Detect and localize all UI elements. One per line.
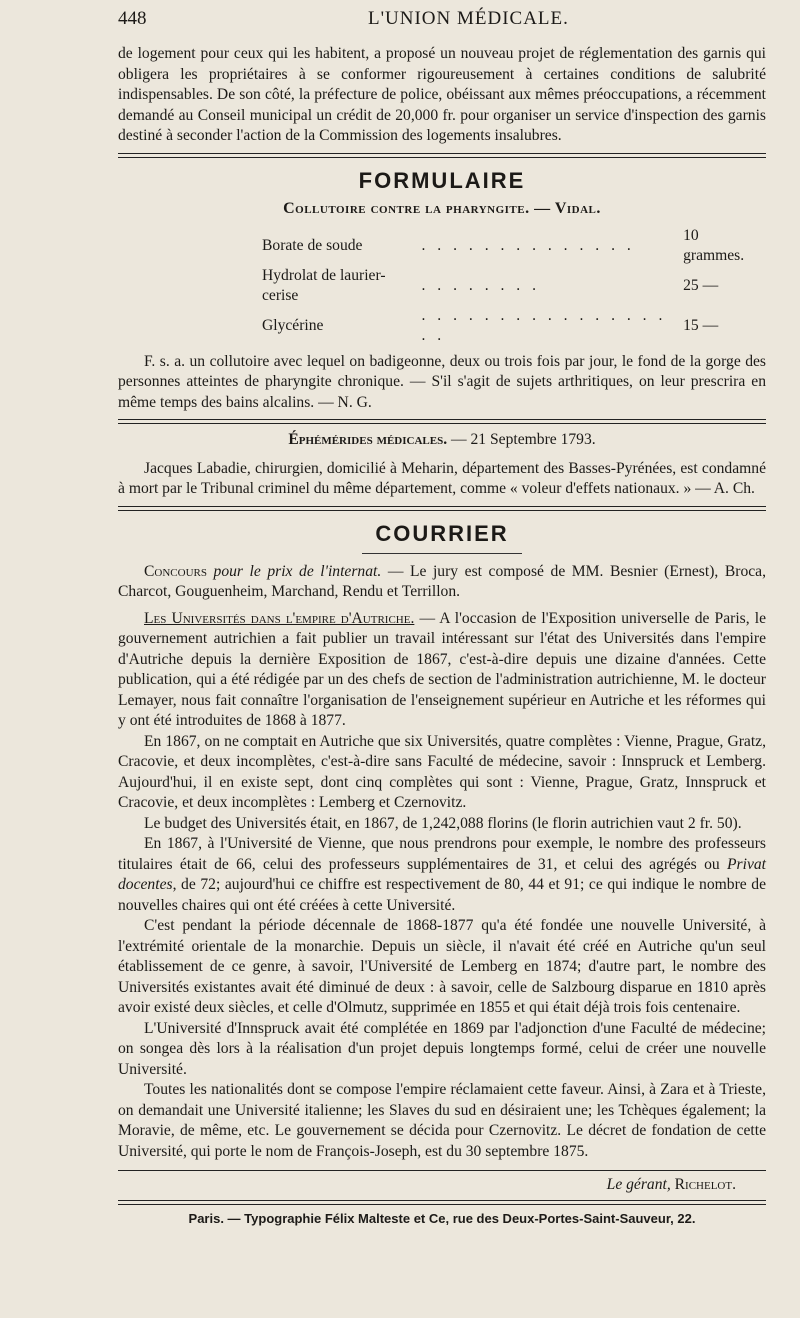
- ingredient-row: [258, 266, 766, 306]
- printer-imprint: Paris. — Typographie Félix Malteste et Ce, rue des Deux-Portes-Saint-Sauveur, 22.: [188, 1211, 696, 1226]
- ephemerides-date: — 21 Septembre 1793.: [447, 431, 596, 448]
- section-divider: [118, 419, 766, 424]
- universites-lead: Les Universités dans l'empire d'Autriche.: [144, 609, 415, 627]
- courrier-paragraph-5: L'Université d'Innspruck avait été complétée en 1869 par l'adjonction d'une Faculté de médecine; on songea dès lors à la réalisation d'un projet depuis longtemps formé, celui de créer une nouvelle Université.: [118, 1019, 766, 1078]
- ingredient-qty: 10 grammes.: [683, 226, 745, 264]
- ephemerides-section: [118, 430, 766, 500]
- ingredient-row: [258, 306, 766, 346]
- title-underline: [362, 553, 522, 554]
- courrier-paragraph-2: Le budget des Universités était, en 1867, de 1,242,088 florins (le florin autrichien vaut 2 fr. 50).: [144, 814, 742, 832]
- ingredient-dots: . . . . . . . . . . . . . . . . . .: [421, 306, 667, 344]
- page-header: [118, 8, 740, 36]
- formulaire-subtitle: Collutoire contre la pharyngite. — Vidal.: [283, 199, 601, 217]
- ingredient-name: Hydrolat de laurier-cerise: [262, 266, 386, 304]
- ingredient-list: [258, 226, 766, 346]
- gerant-signature: [118, 1176, 736, 1194]
- journal-title: L'UNION MÉDICALE.: [368, 8, 569, 29]
- page-number: 448: [118, 8, 147, 29]
- formulaire-instructions: F. s. a. un collutoire avec lequel on badigeonne, deux ou trois fois par jour, le fond de la gorge des personnes atteintes de pharyngite chronique. — S'il s'agit de sujets arthritiques, on leur prescrira en même temps des bains alcalins. — N. G.: [118, 352, 766, 411]
- ingredient-qty: 15 —: [683, 316, 719, 334]
- gerant-label: Le gérant,: [606, 1176, 671, 1193]
- formulaire-title: FORMULAIRE: [358, 167, 526, 193]
- ingredient-name: Borate de soude: [262, 236, 363, 254]
- ingredient-dots: . . . . . . . .: [421, 276, 540, 294]
- footer-divider: [118, 1200, 766, 1205]
- gerant-name: Richelot.: [670, 1176, 736, 1193]
- courrier-paragraph-3: [118, 834, 766, 916]
- p3-part-b: , de 72; aujourd'hui ce chiffre est respectivement de 80, 44 et 91; ce qui indique le nombre de nouvelles chaires qui ont été créées à cette Université.: [118, 876, 766, 914]
- courrier-paragraph-1: En 1867, on ne comptait en Autriche que six Universités, quatre complètes : Vienne, Prague, Gratz, Cracovie, et deux incomplètes, c'est-à-dire sans Faculté de médecine, savoir : Innspruck et Lemberg. Aujourd'hui, il en existe sept, dont cinq complètes qui sont : Vienne, Prague, Gratz, Innspruck et Cracovie, et deux incomplètes : Lemberg et Czernovitz.: [118, 732, 766, 811]
- ephemerides-text: Jacques Labadie, chirurgien, domicilié à Meharin, département des Basses-Pyrénées, est condamné à mort par le Tribunal criminel du même département, comme « voleur d'effets nationaux. » — A. Ch.: [118, 459, 766, 497]
- concours-italic: pour le prix de l'internat.: [206, 562, 382, 580]
- courrier-paragraph-6: Toutes les nationalités dont se compose l'empire réclamaient cette faveur. Ainsi, à Zara et à Trieste, on demandait une Université italienne; les Slaves du sud en désiraient une; les Tchèques également; la Moravie, de même, etc. Le gouvernement se décida pour Czernovitz. Le décret de fondation de cette Université, qui porte le nom de François-Joseph, est du 30 septembre 1875.: [118, 1081, 766, 1160]
- intro-paragraph: de logement pour ceux qui les habitent, a proposé un nouveau projet de réglementation des garnis qui obligera les propriétaires à se conformer rigoureusement à certaines conditions de salubrité indispensables. De son côté, la préfecture de police, obéissant aux mêmes préoccupations, a récemment demandé au Conseil municipal un crédit de 20,000 fr. pour organiser un service d'inspection des garnis destiné à seconder l'action de la Commission des logements insalubres.: [118, 45, 766, 144]
- universites-text: — A l'occasion de l'Exposition universelle de Paris, le gouvernement autrichien a fait publier un travail intéressant sur l'état des Universités dans l'empire d'Autriche depuis la dernière Exposition de 1867, c'est-à-dire depuis une dizaine d'années. Cette publication, qui a été rédigée par un des chefs de section de l'administration autrichienne, M. le docteur Lemayer, nous fait connaître l'organisation de l'enseignement supérieur en Autriche et les réformes qui y ont été introduites de 1868 à 1877.: [118, 609, 766, 729]
- ephemerides-title: Éphémérides médicales.: [288, 431, 448, 448]
- p3-italic: Privat docentes: [118, 855, 766, 893]
- courrier-title: COURRIER: [375, 520, 509, 546]
- formulaire-section: [118, 168, 766, 414]
- courrier-paragraph-4: C'est pendant la période décennale de 1868-1877 qu'a été fondée une nouvelle Université, à l'extrémité orientale de la monarchie. Depuis un siècle, il n'avait été créé en Autriche qu'un seul établissement de ce genre, à savoir, l'Université de Lemberg en 1874; d'autre part, le nombre des Universités existantes avait été diminué de deux : à savoir, celle de Salzbourg disparue en 1810 après avoir existé deux siècles, et celle d'Olmutz, supprimée en 1855 et qui était déjà trois fois centenaire.: [118, 917, 766, 1016]
- concours-lead: Concours: [144, 562, 207, 580]
- section-divider: [118, 506, 766, 511]
- ingredient-name: Glycérine: [262, 316, 324, 334]
- section-divider: [118, 153, 766, 158]
- concours-text: — Le jury est composé de MM. Besnier (Ernest), Broca, Charcot, Gouguenheim, Marchand, Rendu et Terrillon.: [118, 562, 766, 600]
- courrier-section: [118, 521, 766, 1163]
- concours-paragraph: [118, 562, 766, 603]
- p3-part-a: En 1867, à l'Université de Vienne, que nous prendrons pour exemple, le nombre des professeurs titulaires était de 66, celui des professeurs supplémentaires de 31, et celui des agrégés ou: [118, 835, 766, 873]
- universites-paragraph: [118, 609, 766, 732]
- ingredient-row: [258, 226, 766, 266]
- page-body: [118, 44, 766, 1226]
- ingredient-dots: . . . . . . . . . . . . . .: [421, 236, 635, 254]
- footer-divider: [118, 1170, 766, 1171]
- ingredient-qty: 25 —: [683, 276, 719, 294]
